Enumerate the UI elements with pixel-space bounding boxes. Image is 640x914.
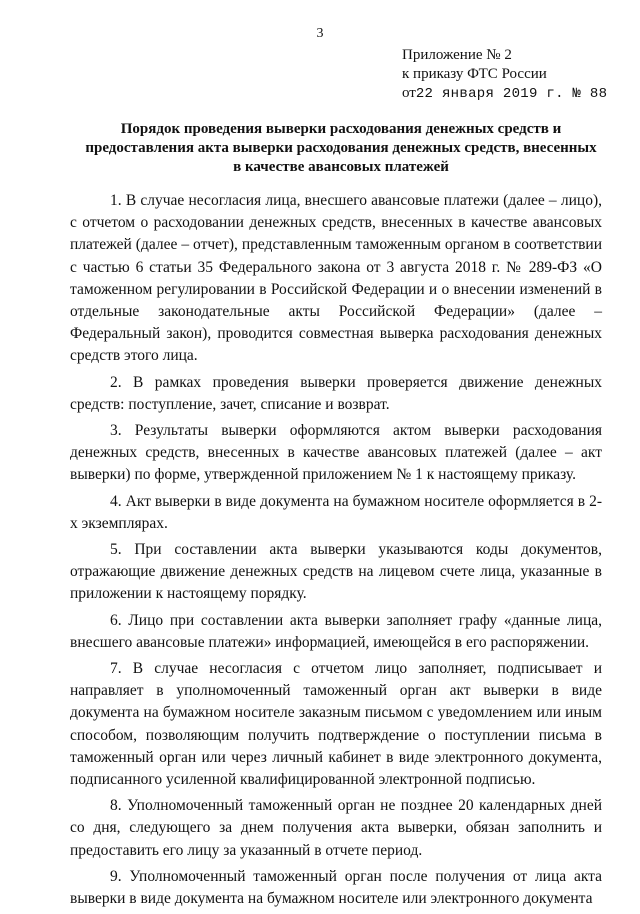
appendix-number: Приложение № 2 <box>402 47 512 63</box>
title-line-3: в качестве авансовых платежей <box>233 159 449 175</box>
paragraph-2: 2. В рамках проведения выверки проверяется движение денежных средств: поступление, зачет, списание и возврат. <box>70 373 602 413</box>
paragraph-8: 8. Уполномоченный таможенный орган не позднее 20 календарных дней со дня, следующего за днем получения акта выверки, обязан заполнить и предоставить его лицу за указанный в отчете период. <box>70 797 602 859</box>
title-line-2: предоставления акта выверки расходования денежных средств, внесенных <box>85 140 597 156</box>
paragraph-4: 4. Акт выверки в виде документа на бумажном носителе оформляется в 2-х экземплярах. <box>70 492 602 532</box>
date-stamp: 22 января 2019 г. № 88 <box>415 86 608 102</box>
appendix-date-line <box>402 84 607 104</box>
appendix-header <box>402 46 607 104</box>
paragraph-9: 9. Уполномоченный таможенный орган после получения от лица акта выверки в виде документа на бумажном носителе или электронного документа <box>70 867 602 908</box>
date-prefix: от <box>402 85 416 101</box>
paragraph-7: 7. В случае несогласия с отчетом лицо заполняет, подписывает и направляет в уполномоченный таможенный орган акт выверки в виде документа на бумажном носителе заказным письмом с уведомлением или иным способом, позволяющим получить подтверждение о поступлении письма в таможенный орган или через личный кабинет в виде электронного документа, подписанного усиленной квалифицированной электронной подписью. <box>70 660 602 789</box>
paragraph-6: 6. Лицо при составлении акта выверки заполняет графу «данные лица, внесшего авансовые платежи» информацией, имеющейся в его распоряжении. <box>70 611 602 651</box>
document-body <box>70 190 602 914</box>
document-title <box>70 120 612 177</box>
paragraph-1: 1. В случае несогласия лица, внесшего авансовые платежи (далее – лицо), с отчетом о расходовании денежных средств, внесенных в качестве авансовых платежей (далее – отчет), представленным таможенным органом в соответствии с частью 6 статьи 35 Федерального закона от 3 августа 2018 г. № 289-ФЗ «О таможенном регулировании в Российской Федерации и о внесении изменений в отдельные законодательные акты Российской Федерации» (далее – Федеральный закон), проводится совместная выверка расходования денежных средств этого лица. <box>70 192 602 365</box>
paragraph-5: 5. При составлении акта выверки указываются коды документов, отражающие движение денежных средств на лицевом счете лица, указанные в приложении к настоящему порядку. <box>70 541 602 603</box>
page-number: 3 <box>316 26 324 41</box>
paragraph-3: 3. Результаты выверки оформляются актом выверки расходования денежных средств, внесенных в качестве авансовых платежей (далее – акт выверки) по форме, утвержденной приложением № 1 к настоящему приказу. <box>70 422 602 484</box>
appendix-order-ref: к приказу ФТС России <box>402 66 547 82</box>
title-line-1: Порядок проведения выверки расходования денежных средств и <box>120 121 562 137</box>
